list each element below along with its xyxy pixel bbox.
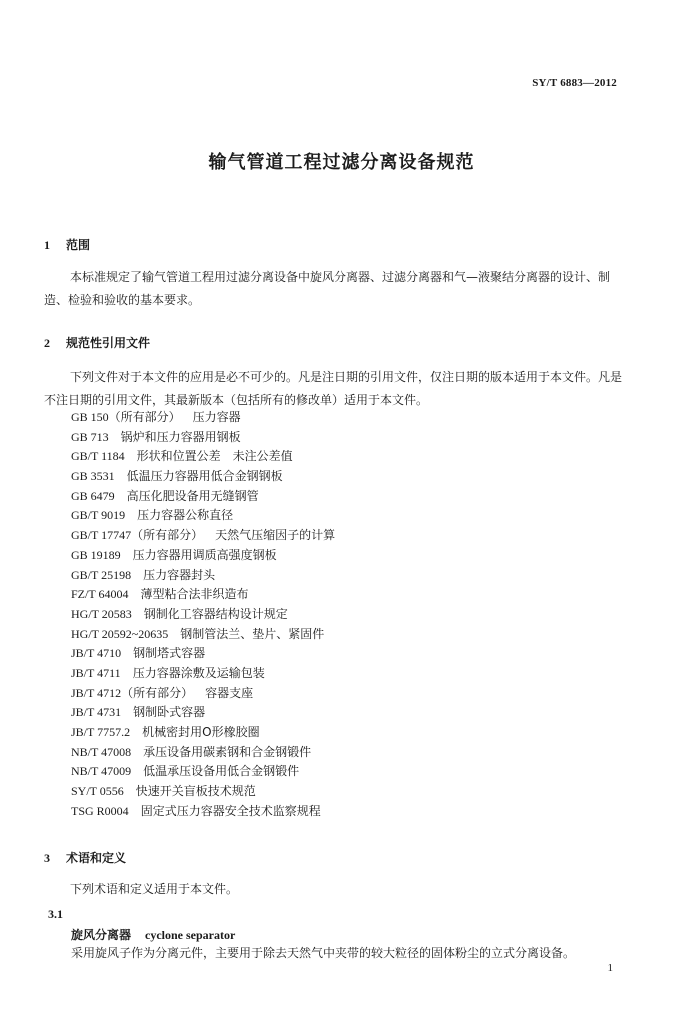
standard-code: SY/T 6883—2012 xyxy=(532,77,617,89)
reference-item xyxy=(71,467,335,487)
reference-title: 压力容器公称直径 xyxy=(137,508,234,523)
section-1-heading xyxy=(44,236,90,253)
reference-code: GB/T 9019 xyxy=(71,508,126,523)
reference-item xyxy=(71,762,335,782)
reference-title: 钢制化工容器结构设计规定 xyxy=(143,606,288,621)
reference-title: 机械密封用O形橡胶圈 xyxy=(142,725,260,739)
reference-title: 锅炉和压力容器用钢板 xyxy=(120,429,241,444)
section-number: 1 xyxy=(44,238,50,252)
section-title: 术语和定义 xyxy=(66,851,127,865)
section-2-intro: 下列文件对于本文件的应用是必不可少的。凡是注日期的引用文件，仅注日期的版本适用于本文件。凡是不注日期的引用文件，其最新版本（包括所有的修改单）适用于本文件。 xyxy=(44,370,623,407)
reference-code: JB/T 7757.2 xyxy=(71,725,131,739)
reference-title: 容器支座 xyxy=(205,685,254,700)
reference-title: 快速开关盲板技术规范 xyxy=(135,784,256,799)
term-english: cyclone separator xyxy=(145,928,236,942)
reference-title: 高压化肥设备用无缝钢管 xyxy=(126,488,259,503)
reference-title: 压力容器 xyxy=(192,410,241,424)
section-3-intro: 下列术语和定义适用于本文件。 xyxy=(70,882,239,896)
reference-code: GB/T 25198 xyxy=(71,567,132,582)
reference-title: 钢制塔式容器 xyxy=(133,646,206,661)
reference-item xyxy=(71,802,335,822)
reference-code: JB/T 4711 xyxy=(71,665,121,680)
reference-code: HG/T 20592~20635 xyxy=(71,626,169,641)
page-number: 1 xyxy=(607,962,613,974)
reference-item xyxy=(71,487,335,507)
section-3-heading xyxy=(44,849,126,866)
reference-item xyxy=(71,703,335,723)
reference-code: TSG R0004 xyxy=(71,803,129,818)
reference-item xyxy=(71,605,335,625)
reference-item xyxy=(71,625,335,645)
reference-item xyxy=(71,428,335,448)
reference-code: GB 6479 xyxy=(71,488,115,503)
reference-code: JB/T 4731 xyxy=(71,705,122,720)
reference-title: 低温承压设备用低合金钢锻件 xyxy=(143,764,300,779)
reference-code: GB/T 17747（所有部分） xyxy=(71,528,204,543)
reference-item xyxy=(71,506,335,526)
reference-item xyxy=(71,664,335,684)
reference-code: NB/T 47009 xyxy=(71,764,132,779)
section-1-text: 本标准规定了输气管道工程用过滤分离设备中旋风分离器、过滤分离器和气—液聚结分离器的设计、制造、检验和验收的基本要求。 xyxy=(44,270,611,307)
reference-title: 压力容器涂敷及运输包装 xyxy=(132,665,265,680)
reference-item xyxy=(71,743,335,763)
reference-item xyxy=(71,644,335,664)
reference-title: 形状和位置公差 未注公差值 xyxy=(136,449,293,464)
reference-title: 钢制卧式容器 xyxy=(133,705,206,720)
reference-code: GB 150（所有部分） xyxy=(71,410,181,424)
term-heading xyxy=(71,926,235,943)
reference-code: FZ/T 64004 xyxy=(71,587,129,602)
subsection-number: 3.1 xyxy=(48,907,63,921)
reference-item xyxy=(71,447,335,467)
reference-code: GB/T 1184 xyxy=(71,449,125,464)
reference-code: GB 19189 xyxy=(71,547,121,562)
reference-title: 固定式压力容器安全技术监察规程 xyxy=(140,803,321,818)
reference-item xyxy=(71,526,335,546)
reference-item xyxy=(71,585,335,605)
reference-code: JB/T 4712（所有部分） xyxy=(71,685,194,700)
normative-references-list xyxy=(71,408,335,821)
document-title: 输气管道工程过滤分离设备规范 xyxy=(208,152,475,173)
reference-title: 承压设备用碳素钢和合金钢锻件 xyxy=(143,744,312,759)
section-number: 2 xyxy=(44,336,50,350)
reference-title: 薄型粘合法非织造布 xyxy=(140,587,249,602)
reference-code: GB 3531 xyxy=(71,469,115,484)
term-chinese: 旋风分离器 xyxy=(71,928,132,942)
reference-item xyxy=(71,408,335,428)
term-definition: 采用旋风子作为分离元件，主要用于除去天然气中夹带的较大粒径的固体粉尘的立式分离设备。 xyxy=(71,946,576,960)
reference-item xyxy=(71,782,335,802)
section-title: 规范性引用文件 xyxy=(66,336,151,350)
reference-code: JB/T 4710 xyxy=(71,646,122,661)
reference-code: GB 713 xyxy=(71,429,109,444)
reference-item xyxy=(71,723,335,743)
reference-item xyxy=(71,684,335,704)
reference-item xyxy=(71,546,335,566)
section-2-heading xyxy=(44,334,150,351)
reference-item xyxy=(71,566,335,586)
section-title: 范围 xyxy=(66,238,91,252)
reference-title: 低温压力容器用低合金钢钢板 xyxy=(126,469,283,484)
reference-title: 钢制管法兰、垫片、紧固件 xyxy=(180,626,325,641)
section-number: 3 xyxy=(44,851,50,865)
reference-title: 天然气压缩因子的计算 xyxy=(215,528,336,543)
reference-title: 压力容器封头 xyxy=(143,567,216,582)
reference-code: HG/T 20583 xyxy=(71,606,132,621)
reference-code: NB/T 47008 xyxy=(71,744,132,759)
reference-code: SY/T 0556 xyxy=(71,784,124,799)
reference-title: 压力容器用调质高强度钢板 xyxy=(132,547,277,562)
